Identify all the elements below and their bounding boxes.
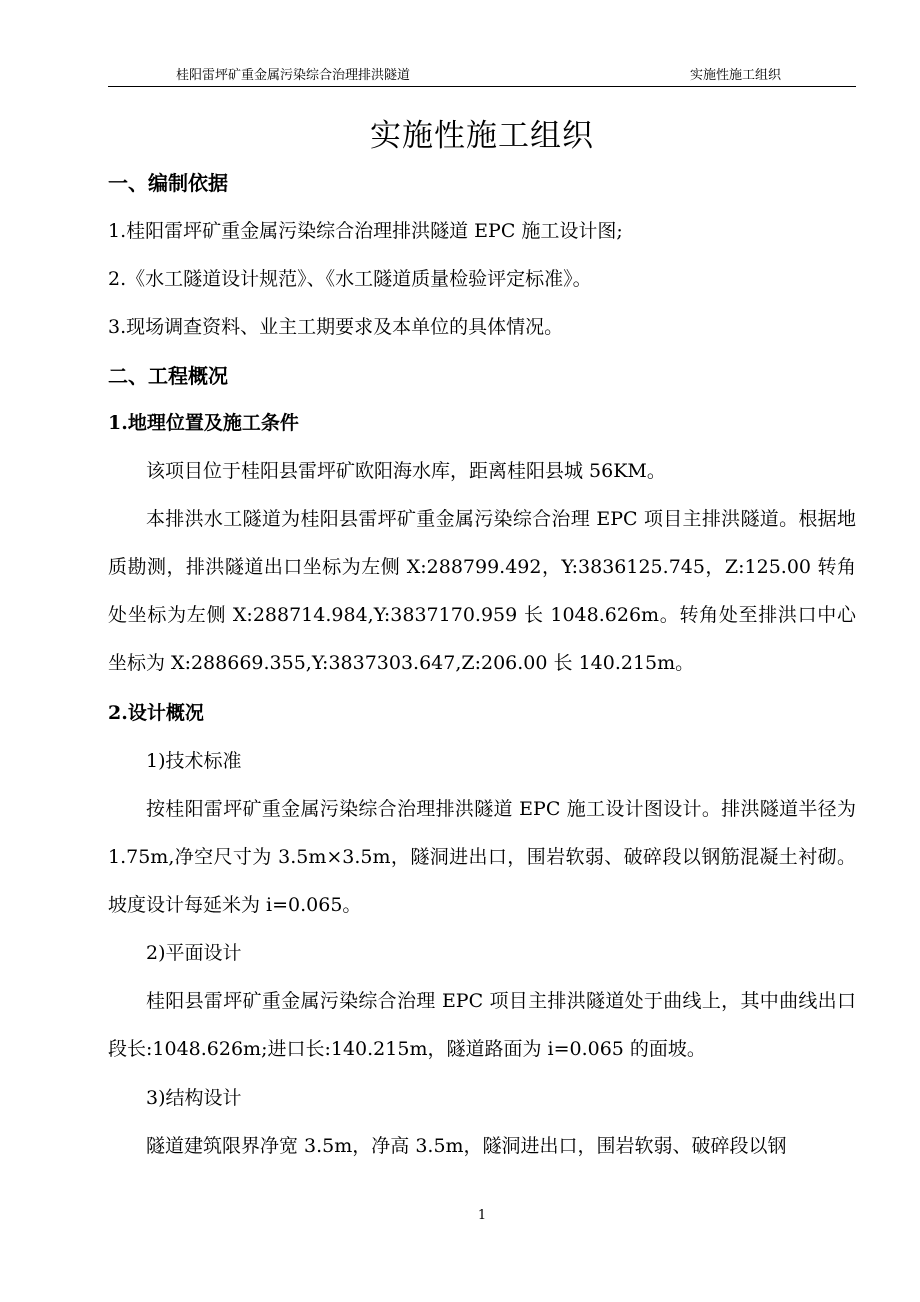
page-number: 1 (477, 1208, 487, 1223)
design-paragraph-plan: 桂阳县雷坪矿重金属污染综合治理 EPC 项目主排洪隧道处于曲线上，其中曲线出口段长:1048.626m;进口长:140.215m，隧道路面为 i=0.065 的面坡。 (108, 990, 856, 1060)
design-sub-heading-plan: 2)平面设计 (146, 942, 242, 964)
section-heading-overview: 二、工程概况 (108, 364, 228, 388)
basis-item-3: 3.现场调查资料、业主工期要求及本单位的具体情况。 (108, 316, 564, 338)
subsection-heading-design: 2.设计概况 (108, 702, 204, 724)
design-paragraph-structure: 隧道建筑限界净宽 3.5m，净高 3.5m，隧洞进出口，围岩软弱、破碎段以钢 (146, 1135, 787, 1157)
document-title: 实施性施工组织 (370, 118, 594, 154)
location-paragraph-1: 该项目位于桂阳县雷坪矿欧阳海水库，距离桂阳县城 56KM。 (146, 460, 666, 482)
subsection-heading-location: 1.地理位置及施工条件 (108, 412, 299, 434)
page-header (108, 60, 856, 87)
design-paragraph-standards: 按桂阳雷坪矿重金属污染综合治理排洪隧道 EPC 施工设计图设计。排洪隧道半径为 1.75m,净空尺寸为 3.5m×3.5m，隧洞进出口，围岩软弱、破碎段以钢筋混凝土衬砌。坡度设计每延米为 i=0.065。 (108, 798, 856, 916)
basis-item-2: 2.《水工隧道设计规范》、《水工隧道质量检验评定标准》。 (108, 268, 592, 290)
header-project-name: 桂阳雷坪矿重金属污染综合治理排洪隧道 (176, 68, 411, 83)
section-heading-basis: 一、编制依据 (108, 171, 228, 195)
location-paragraph-2: 本排洪水工隧道为桂阳县雷坪矿重金属污染综合治理 EPC 项目主排洪隧道。根据地质勘测，排洪隧道出口坐标为左侧 X:288799.492，Y:3836125.745，Z:125.00 转角处坐标为左侧 X:288714.984,Y:3837170.959 长 1048.626m。转角处至排洪口中心坐标为 X:288669.355,Y:3837303.647,Z:206.00 长 140.215m。 (108, 508, 856, 674)
basis-item-1: 1.桂阳雷坪矿重金属污染综合治理排洪隧道 EPC 施工设计图; (108, 220, 623, 242)
design-sub-heading-standards: 1)技术标准 (146, 750, 242, 772)
design-sub-heading-structure: 3)结构设计 (146, 1087, 242, 1109)
header-doc-title: 实施性施工组织 (690, 68, 782, 83)
